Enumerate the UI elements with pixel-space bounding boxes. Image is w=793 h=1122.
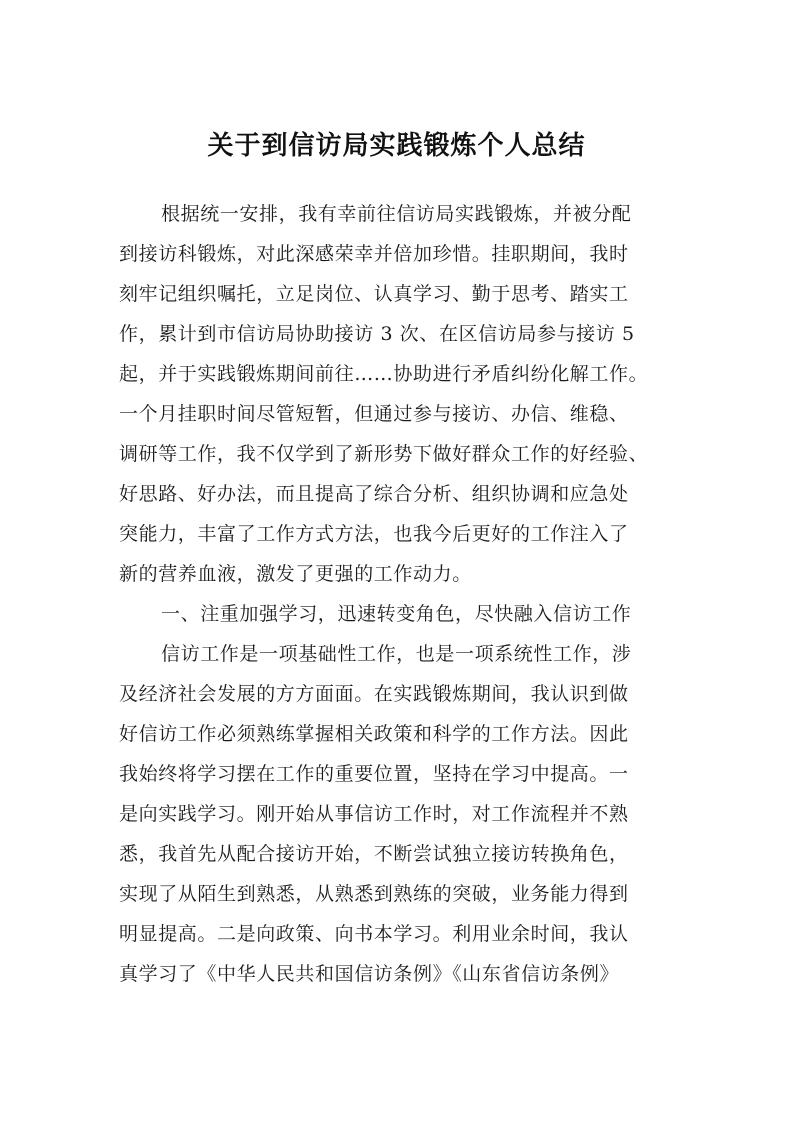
- line-text: 新的营养血液，激发了更强的工作动力。: [119, 563, 472, 585]
- line-text: 突能力，丰富了工作方式方法，也我今后更好的工作注入了: [119, 523, 629, 545]
- paragraph-line: [119, 954, 679, 994]
- line-text: 明显提高。二是向政策、向书本学习。利用业余时间，我认: [119, 923, 629, 945]
- paragraph-line: [119, 434, 679, 474]
- line-text: 调研等工作，我不仅学到了新形势下做好群众工作的好经验、: [119, 443, 649, 465]
- paragraph-line: [119, 834, 679, 874]
- line-text: 我始终将学习摆在工作的重要位置，坚持在学习中提高。一: [119, 763, 629, 785]
- line-text: 好信访工作必须熟练掌握相关政策和科学的工作方法。因此: [119, 723, 629, 745]
- line-text: 刻牢记组织嘱托，立足岗位、认真学习、勤于思考、踏实工: [119, 283, 629, 305]
- paragraph-line: [119, 754, 679, 794]
- paragraph-line: [119, 394, 679, 434]
- paragraph-line: [119, 634, 679, 674]
- paragraph-line: [119, 474, 679, 514]
- paragraph-line: [119, 194, 679, 234]
- line-text: 信访工作是一项基础性工作，也是一项系统性工作，涉: [161, 643, 632, 665]
- paragraph-line: [119, 314, 679, 354]
- section-heading-text: 一、注重加强学习，迅速转变角色，尽快融入信访工作: [161, 603, 632, 625]
- line-text: 一个月挂职时间尽管短暂，但通过参与接访、办信、维稳、: [119, 403, 629, 425]
- line-text: 好思路、好办法，而且提高了综合分析、组织协调和应急处: [119, 483, 629, 505]
- line-text: 是向实践学习。刚开始从事信访工作时，对工作流程并不熟: [119, 803, 629, 825]
- document-body: [119, 194, 679, 994]
- paragraph-line: [119, 874, 679, 914]
- line-text: 及经济社会发展的方方面面。在实践锻炼期间，我认识到做: [119, 683, 629, 705]
- paragraph-line: [119, 554, 679, 594]
- paragraph-line: [119, 674, 679, 714]
- paragraph-line: [119, 514, 679, 554]
- document-title: 关于到信访局实践锻炼个人总结: [207, 131, 586, 161]
- line-text: 悉，我首先从配合接访开始，不断尝试独立接访转换角色，: [119, 843, 629, 865]
- section-heading: [119, 594, 679, 634]
- line-text: 真学习了《中华人民共和国信访条例》《山东省信访条例》: [119, 963, 620, 985]
- paragraph-line: [119, 234, 679, 274]
- line-text: 起，并于实践锻炼期间前往……协助进行矛盾纠纷化解工作。: [119, 363, 649, 385]
- line-text: 根据统一安排，我有幸前往信访局实践锻炼，并被分配: [161, 203, 632, 225]
- paragraph-line: [119, 714, 679, 754]
- paragraph-line: [119, 274, 679, 314]
- line-text: 到接访科锻炼，对此深感荣幸并倍加珍惜。挂职期间，我时: [119, 243, 629, 265]
- paragraph-line: [119, 914, 679, 954]
- line-text: 实现了从陌生到熟悉，从熟悉到熟练的突破，业务能力得到: [119, 883, 629, 905]
- line-text: 作，累计到市信访局协助接访 3 次、在区信访局参与接访 5: [119, 323, 635, 345]
- paragraph-line: [119, 354, 679, 394]
- paragraph-line: [119, 794, 679, 834]
